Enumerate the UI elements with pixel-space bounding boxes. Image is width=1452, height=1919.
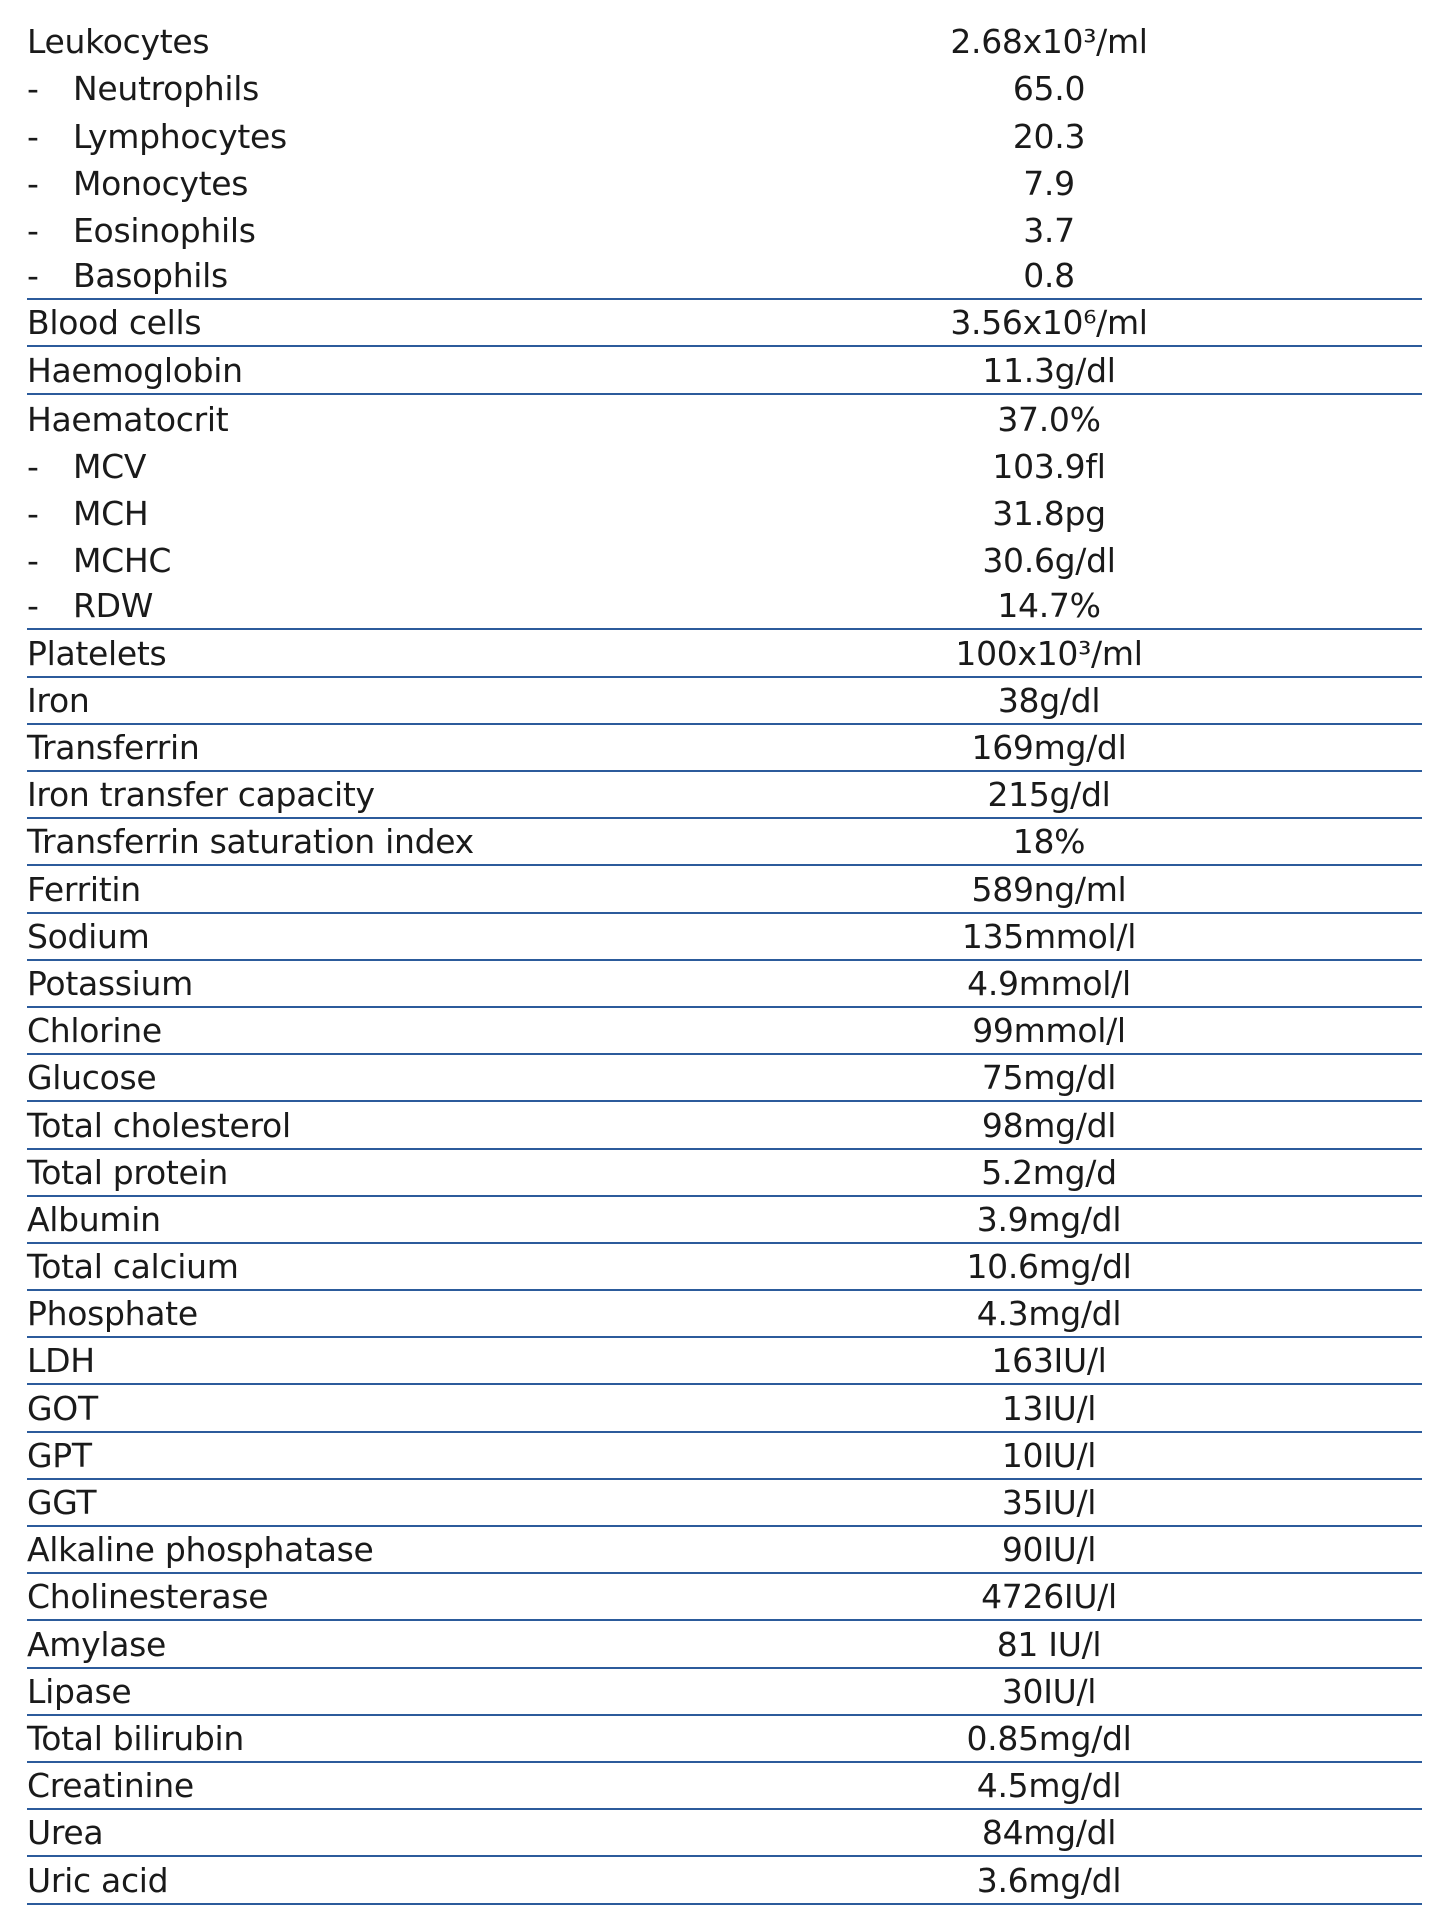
test-value: 163IU/l xyxy=(991,1341,1107,1381)
sub-item-dash: - xyxy=(27,69,39,109)
table-row xyxy=(27,1621,1422,1668)
test-value: 38g/dl xyxy=(997,680,1101,720)
test-name-text: MCH xyxy=(73,494,149,534)
test-name xyxy=(27,1389,98,1429)
test-value: 99mmol/l xyxy=(972,1011,1126,1051)
test-name xyxy=(27,164,248,204)
test-value: 20.3 xyxy=(1012,116,1086,156)
test-name-text: Platelets xyxy=(27,633,167,673)
test-value: 18% xyxy=(1012,822,1086,862)
test-name-text: Albumin xyxy=(27,1199,161,1239)
test-name xyxy=(27,1672,131,1712)
test-name xyxy=(27,1341,95,1381)
sub-item-dash: - xyxy=(27,494,39,534)
table-row xyxy=(27,253,1422,300)
test-name xyxy=(27,1247,239,1287)
test-name xyxy=(27,1200,161,1240)
test-name-text: Blood cells xyxy=(27,303,202,343)
test-name xyxy=(27,775,375,815)
test-name xyxy=(27,870,141,910)
test-name xyxy=(27,1153,228,1193)
test-name xyxy=(27,351,243,391)
test-name-text: Neutrophils xyxy=(73,69,259,109)
table-row xyxy=(27,111,1422,158)
test-name xyxy=(27,447,146,487)
table-row xyxy=(27,17,1422,64)
test-value: 11.3g/dl xyxy=(982,350,1116,390)
table-row xyxy=(27,536,1422,583)
test-name xyxy=(27,917,150,957)
test-value: 75mg/dl xyxy=(981,1058,1117,1098)
test-name xyxy=(27,494,148,534)
test-name xyxy=(27,541,171,581)
test-name-text: MCV xyxy=(73,446,147,486)
test-name-text: Ferritin xyxy=(27,869,141,909)
test-value: 4.3mg/dl xyxy=(976,1294,1122,1334)
test-value: 98mg/dl xyxy=(981,1105,1117,1145)
test-value: 81 IU/l xyxy=(996,1624,1102,1664)
table-row xyxy=(27,630,1422,677)
test-value: 7.9 xyxy=(1023,163,1075,203)
test-name-text: MCHC xyxy=(73,541,172,581)
table-row xyxy=(27,961,1422,1008)
test-name xyxy=(27,303,201,343)
table-row xyxy=(27,1102,1422,1149)
test-value: 3.56x10⁶/ml xyxy=(950,303,1148,343)
test-name xyxy=(27,1294,198,1334)
test-name xyxy=(27,1813,103,1853)
test-name-text: Iron xyxy=(27,680,90,720)
test-name-text: Uric acid xyxy=(27,1860,169,1900)
test-name xyxy=(27,1436,92,1476)
test-value: 100x10³/ml xyxy=(955,633,1143,673)
test-value: 35IU/l xyxy=(1001,1483,1097,1522)
table-row xyxy=(27,1008,1422,1055)
test-value: 4726IU/l xyxy=(981,1577,1117,1617)
test-value: 4.5mg/dl xyxy=(976,1766,1122,1806)
test-value: 589ng/ml xyxy=(971,869,1127,909)
table-row xyxy=(27,1433,1422,1480)
test-value: 30.6g/dl xyxy=(982,541,1116,581)
test-value: 65.0 xyxy=(1012,69,1086,109)
test-value: 3.6mg/dl xyxy=(976,1860,1122,1900)
test-name-text: Amylase xyxy=(27,1624,167,1664)
test-name-text: Chlorine xyxy=(27,1011,162,1051)
test-name-text: Basophils xyxy=(73,256,228,296)
test-value: 30IU/l xyxy=(1001,1671,1097,1711)
table-row xyxy=(27,1338,1422,1385)
test-name-text: Iron transfer capacity xyxy=(27,775,375,815)
test-name xyxy=(27,256,228,296)
test-name xyxy=(27,681,89,721)
table-row xyxy=(27,1527,1422,1574)
test-value: 5.2mg/d xyxy=(981,1152,1117,1192)
table-row xyxy=(27,1385,1422,1432)
test-value: 135mmol/l xyxy=(961,916,1137,956)
test-value: 13IU/l xyxy=(1001,1388,1097,1428)
test-name-text: Alkaline phosphatase xyxy=(27,1530,374,1570)
test-name-text: GGT xyxy=(27,1483,97,1522)
table-row xyxy=(27,300,1422,347)
test-value: 10.6mg/dl xyxy=(966,1247,1132,1287)
table-row xyxy=(27,1055,1422,1102)
test-value: 3.7 xyxy=(1023,210,1075,250)
test-name-text: Total bilirubin xyxy=(27,1718,245,1758)
table-row xyxy=(27,1244,1422,1291)
table-row xyxy=(27,395,1422,442)
test-value: 10IU/l xyxy=(1001,1435,1097,1475)
test-name xyxy=(27,1483,96,1523)
table-row xyxy=(27,819,1422,866)
test-value: 103.9fl xyxy=(992,446,1106,486)
test-value: 3.9mg/dl xyxy=(976,1199,1122,1239)
test-name-text: Monocytes xyxy=(73,163,249,203)
test-name xyxy=(27,1011,162,1051)
table-row xyxy=(27,772,1422,819)
test-value: 4.9mmol/l xyxy=(967,963,1131,1003)
test-name-text: Urea xyxy=(27,1813,104,1853)
table-row xyxy=(27,1291,1422,1338)
table-row xyxy=(27,1810,1422,1857)
test-value: 215g/dl xyxy=(987,775,1111,815)
test-name-text: Phosphate xyxy=(27,1294,198,1334)
test-name-text: Lymphocytes xyxy=(73,116,287,156)
table-row xyxy=(27,1763,1422,1810)
table-row xyxy=(27,1480,1422,1527)
test-value: 37.0% xyxy=(997,399,1101,439)
test-value: 0.8 xyxy=(1023,256,1075,296)
test-value: 169mg/dl xyxy=(971,728,1127,767)
test-value: 14.7% xyxy=(997,586,1101,626)
test-value: 31.8pg xyxy=(992,494,1106,534)
sub-item-dash: - xyxy=(27,210,39,250)
table-row xyxy=(27,489,1422,536)
test-name-text: Lipase xyxy=(27,1671,132,1711)
table-row xyxy=(27,1669,1422,1716)
test-name-text: Leukocytes xyxy=(27,22,210,62)
test-name-text: Haematocrit xyxy=(27,399,229,439)
test-name-text: LDH xyxy=(27,1341,95,1381)
sub-item-dash: - xyxy=(27,586,39,626)
test-name xyxy=(27,400,228,440)
table-row xyxy=(27,678,1422,725)
table-row xyxy=(27,914,1422,961)
test-name-text: Creatinine xyxy=(27,1766,194,1806)
test-name-text: GPT xyxy=(27,1435,92,1475)
test-name xyxy=(27,822,474,862)
test-value: 84mg/dl xyxy=(981,1813,1117,1853)
test-name-text: Transferrin saturation index xyxy=(27,822,474,862)
sub-item-dash: - xyxy=(27,163,39,203)
test-value: 2.68x10³/ml xyxy=(950,22,1148,62)
test-name-text: Eosinophils xyxy=(73,210,256,250)
test-name-text: Total calcium xyxy=(27,1247,239,1287)
test-name xyxy=(27,1106,291,1146)
test-name xyxy=(27,211,256,251)
sub-item-dash: - xyxy=(27,446,39,486)
table-row xyxy=(27,347,1422,394)
table-row xyxy=(27,442,1422,489)
table-row xyxy=(27,206,1422,253)
test-name-text: RDW xyxy=(73,586,154,626)
table-row xyxy=(27,866,1422,913)
table-row xyxy=(27,583,1422,630)
test-name-text: Potassium xyxy=(27,963,193,1003)
test-name xyxy=(27,1719,244,1759)
test-name xyxy=(27,69,259,109)
sub-item-dash: - xyxy=(27,116,39,156)
table-row xyxy=(27,64,1422,111)
test-value: 0.85mg/dl xyxy=(966,1718,1132,1758)
test-name xyxy=(27,1625,166,1665)
test-name xyxy=(27,1766,194,1806)
test-name xyxy=(27,586,153,626)
test-name xyxy=(27,1577,268,1617)
test-name-text: Haemoglobin xyxy=(27,350,243,390)
lab-results-table xyxy=(27,17,1422,1905)
test-name xyxy=(27,1530,374,1570)
sub-item-dash: - xyxy=(27,256,39,296)
test-name-text: Sodium xyxy=(27,916,150,956)
test-name-text: Total protein xyxy=(27,1152,228,1192)
test-name-text: Transferrin xyxy=(27,728,200,767)
table-row xyxy=(27,1716,1422,1763)
test-name-text: Total cholesterol xyxy=(27,1105,291,1145)
test-name xyxy=(27,634,166,674)
table-row xyxy=(27,725,1422,772)
test-name xyxy=(27,728,199,768)
test-value: 90IU/l xyxy=(1001,1530,1097,1570)
table-row xyxy=(27,1150,1422,1197)
sub-item-dash: - xyxy=(27,541,39,581)
table-row xyxy=(27,1857,1422,1904)
test-name xyxy=(27,1058,156,1098)
test-name xyxy=(27,117,287,157)
test-name xyxy=(27,964,193,1004)
test-name xyxy=(27,1861,168,1901)
test-name-text: Cholinesterase xyxy=(27,1577,269,1617)
test-name-text: GOT xyxy=(27,1388,98,1428)
table-row xyxy=(27,1574,1422,1621)
test-name-text: Glucose xyxy=(27,1058,157,1098)
test-name xyxy=(27,22,209,62)
table-row xyxy=(27,159,1422,206)
table-row xyxy=(27,1197,1422,1244)
